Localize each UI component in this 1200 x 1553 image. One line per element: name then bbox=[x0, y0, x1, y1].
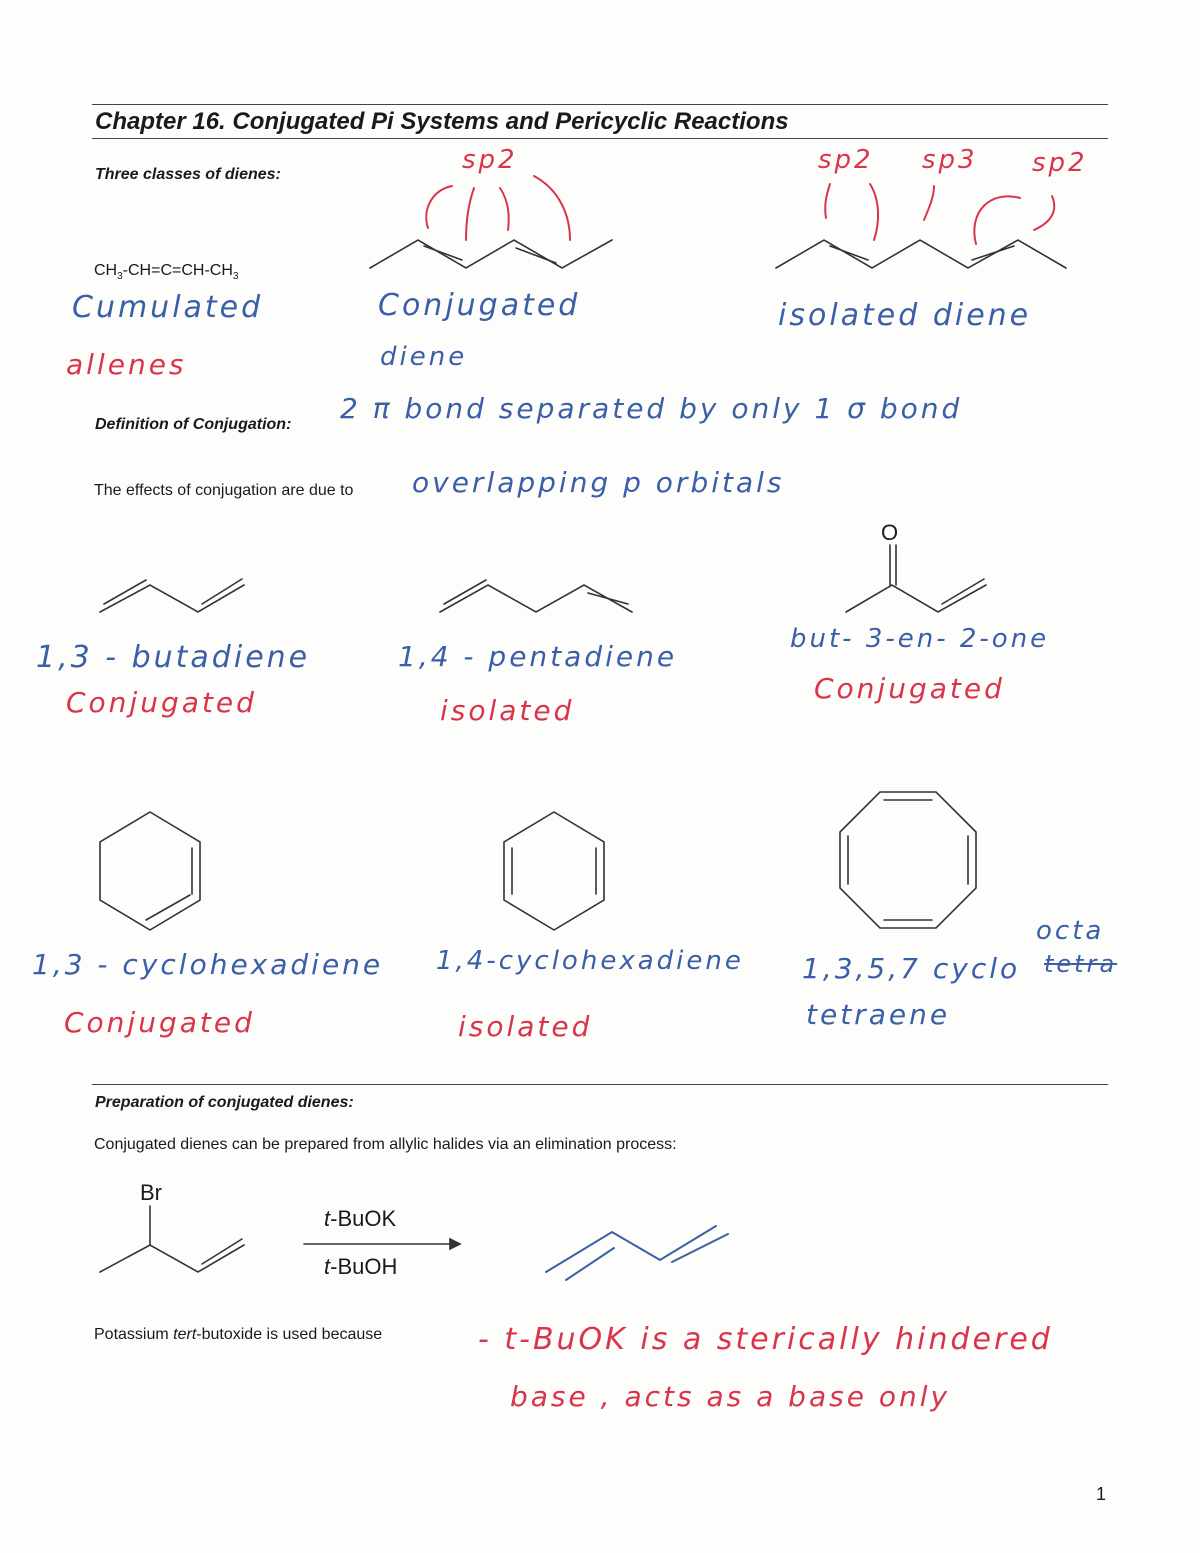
conjugated-diene-note-1: Conjugated bbox=[378, 288, 581, 323]
preparation-text: Conjugated dienes can be prepared from allylic halides via an elimination process: bbox=[94, 1136, 677, 1153]
dienes-heading: Three classes of dienes: bbox=[95, 166, 281, 183]
allylic-bromide-skeleton bbox=[100, 1206, 244, 1272]
example-name-pentadiene: 1,4 - pentadiene bbox=[398, 640, 678, 673]
because-answer-line2: base , acts as a base only bbox=[510, 1380, 951, 1413]
butadiene-skeleton bbox=[100, 579, 244, 612]
pentadiene-skeleton bbox=[440, 580, 632, 612]
reagent-top: t-BuOK bbox=[324, 1206, 397, 1231]
allenes-note: allenes bbox=[66, 348, 187, 381]
example-name-butadiene: 1,3 - butadiene bbox=[36, 640, 311, 675]
example-name-cot-line1: 1,3,5,7 cyclo bbox=[802, 952, 1021, 985]
example-name-cot-struck: tetra bbox=[1044, 950, 1118, 978]
cyclohexadiene-14-ring bbox=[504, 812, 604, 930]
sp-hybridization-arrows bbox=[426, 176, 1054, 244]
allene-formula: $CH_3-CH=C=CH-CH_3$ bbox=[94, 262, 239, 283]
oxygen-atom: O bbox=[881, 520, 899, 545]
example-name-14-cyclohexadiene: 1,4-cyclohexadiene bbox=[436, 946, 744, 976]
because-label: Potassium tert-butoxide is used because bbox=[94, 1326, 383, 1343]
sp2-label-left: sp2 bbox=[462, 145, 518, 175]
effects-answer: overlapping p orbitals bbox=[412, 466, 785, 499]
example-class-13-cyclohexadiene: Conjugated bbox=[64, 1006, 255, 1039]
example-name-cot-inserted: octa bbox=[1036, 916, 1105, 946]
sp3-label-right: sp3 bbox=[922, 145, 978, 175]
cyclohexadiene-13-ring bbox=[100, 812, 200, 930]
sp2-label-right-a: sp2 bbox=[818, 145, 874, 175]
example-class-butadiene: Conjugated bbox=[66, 686, 257, 719]
sp2-label-right-b: sp2 bbox=[1032, 148, 1088, 178]
page-title: Chapter 16. Conjugated Pi Systems and Pericyclic Reactions bbox=[95, 108, 789, 135]
preparation-heading: Preparation of conjugated dienes: bbox=[95, 1094, 354, 1111]
definition-answer: 2 π bond separated by only 1 σ bond bbox=[340, 392, 963, 425]
isolated-diene-skeleton bbox=[776, 240, 1066, 268]
bromine-atom: Br bbox=[140, 1180, 162, 1205]
butenone-skeleton bbox=[846, 545, 986, 612]
example-name-cot-line2: tetraene bbox=[806, 998, 951, 1031]
page-number: 1 bbox=[1096, 1484, 1107, 1504]
effects-label: The effects of conjugation are due to bbox=[94, 482, 354, 499]
example-class-14-cyclohexadiene: isolated bbox=[458, 1010, 593, 1043]
example-name-butenone: but- 3-en- 2-one bbox=[790, 624, 1050, 654]
example-name-13-cyclohexadiene: 1,3 - cyclohexadiene bbox=[32, 948, 384, 981]
isolated-diene-note: isolated diene bbox=[778, 298, 1032, 333]
reaction-arrow bbox=[304, 1239, 460, 1249]
conjugated-diene-note-2: diene bbox=[380, 342, 468, 372]
definition-label: Definition of Conjugation: bbox=[95, 416, 292, 433]
conjugated-diene-skeleton bbox=[370, 240, 612, 268]
handwritten-product bbox=[546, 1226, 728, 1280]
because-answer-line1: - t-BuOK is a sterically hindered bbox=[478, 1322, 1053, 1357]
example-class-butenone: Conjugated bbox=[814, 672, 1005, 705]
example-class-pentadiene: isolated bbox=[440, 694, 575, 727]
cumulated-note: Cumulated bbox=[72, 290, 264, 325]
reagent-bottom: t-BuOH bbox=[324, 1254, 398, 1279]
cyclooctatetraene-ring bbox=[840, 792, 976, 928]
